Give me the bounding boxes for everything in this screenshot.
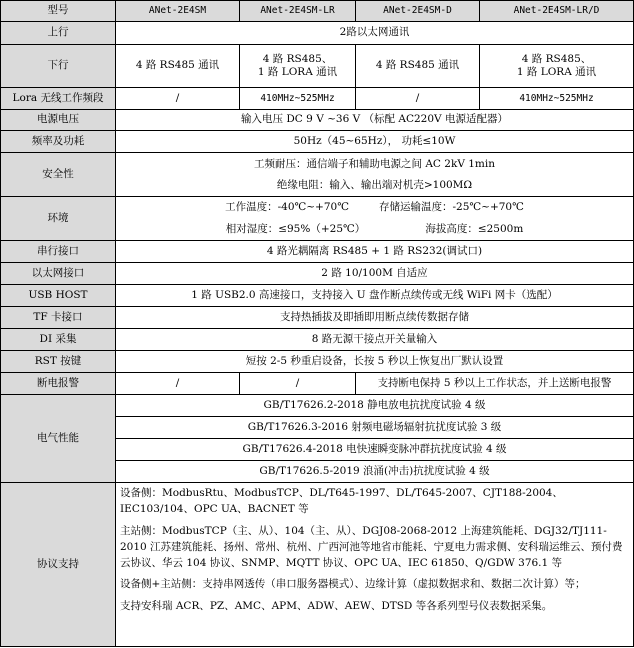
row-downlink bbox=[1, 45, 634, 88]
safety-label: 安全性 bbox=[1, 153, 116, 197]
model-4: ANet-2E4SM-LR/D bbox=[480, 1, 634, 22]
header-label: 型号 bbox=[1, 1, 116, 22]
downlink-model-1: 4 路 RS485 通讯 bbox=[116, 45, 240, 88]
row-power-voltage bbox=[1, 110, 634, 131]
electrical-line-1: GB/T17626.2-2018 静电放电抗扰度试验 4 级 bbox=[116, 395, 634, 417]
protocol-master-side: 主站侧：ModbusTCP（主、从）、104（主、从）、DGJ08-2068-2012 上海建筑能耗、DGJ32/TJ111-2010 江苏建筑能耗、扬州、常州、杭州、广西河池等地省市能耗、宁夏电力需求侧、安科瑞运维云、预付费云协议、华云 104 协议、SNMP、MQTT 协议、OPC UA、IEC 61850、Q/GDW 376.1 等 bbox=[120, 524, 623, 570]
freq-power-label: 频率及功耗 bbox=[1, 131, 116, 153]
electrical-line-2: GB/T17626.3-2016 射频电磁场辐射抗扰度试验 3 级 bbox=[116, 417, 634, 439]
downlink-model-2 bbox=[240, 45, 356, 88]
protocol-meters: 支持安科瑞 ACR、PZ、AMC、APM、ADW、AEW、DTSD 等各系列型号仪表数据采集。 bbox=[120, 599, 553, 612]
usb-label: USB HOST bbox=[1, 285, 116, 307]
row-freq-power bbox=[1, 131, 634, 153]
ethernet-label: 以太网接口 bbox=[1, 263, 116, 285]
uplink-value: 2路以太网通讯 bbox=[116, 22, 634, 45]
row-di bbox=[1, 329, 634, 351]
lora-label: Lora 无线工作频段 bbox=[1, 88, 116, 110]
row-rst bbox=[1, 351, 634, 373]
environment-line-1: 工作温度：-40℃~+70℃ 存储运输温度：-25℃~+70℃ bbox=[116, 197, 634, 219]
protocol-label: 协议支持 bbox=[1, 483, 116, 647]
electrical-label: 电气性能 bbox=[1, 395, 116, 483]
model-1: ANet-2E4SM bbox=[116, 1, 240, 22]
power-voltage-label: 电源电压 bbox=[1, 110, 116, 131]
row-ethernet bbox=[1, 263, 634, 285]
downlink-model-4 bbox=[480, 45, 634, 88]
row-safety-1 bbox=[1, 153, 634, 176]
electrical-line-3: GB/T17626.4-2018 电快速瞬变脉冲群抗扰度试验 4 级 bbox=[116, 439, 634, 461]
freq-power-value: 50Hz（45~65Hz）， 功耗≤10W bbox=[116, 131, 634, 153]
rst-value: 短按 2-5 秒重启设备，长按 5 秒以上恢复出厂默认设置 bbox=[116, 351, 634, 373]
downlink-model-2-line-2: 1 路 LORA 通讯 bbox=[257, 66, 338, 78]
tf-label: TF 卡接口 bbox=[1, 307, 116, 329]
power-fail-model-3-4: 支持断电保持 5 秒以上工作状态，并上送断电报警 bbox=[356, 373, 634, 395]
protocol-device-side: 设备侧：ModbusRtu、ModbusTCP、DL/T645-1997、DL/T645-2007、CJT188-2004、IEC103/104、OPC UA、BACNET 等 bbox=[120, 487, 563, 516]
downlink-label: 下行 bbox=[1, 45, 116, 88]
power-voltage-value: 输入电压 DC 9 V ~36 V （标配 AC220V 电源适配器） bbox=[116, 110, 634, 131]
row-protocol bbox=[1, 483, 634, 647]
electrical-line-4: GB/T17626.5-2019 浪涌(冲击)抗扰度试验 4 级 bbox=[116, 461, 634, 483]
lora-model-1: / bbox=[116, 88, 240, 110]
row-serial bbox=[1, 241, 634, 263]
di-value: 8 路无源干接点开关量输入 bbox=[116, 329, 634, 351]
header-row bbox=[1, 1, 634, 22]
protocol-value bbox=[116, 483, 634, 647]
row-lora bbox=[1, 88, 634, 110]
rst-label: RST 按键 bbox=[1, 351, 116, 373]
ethernet-value: 2 路 10/100M 自适应 bbox=[116, 263, 634, 285]
safety-line-1: 工频耐压：通信端子和辅助电源之间 AC 2kV 1min bbox=[116, 153, 634, 176]
usb-value: 1 路 USB2.0 高速接口，支持接入 U 盘作断点续传或无线 WiFi 网卡（选配） bbox=[116, 285, 634, 307]
lora-model-3: / bbox=[356, 88, 480, 110]
row-uplink bbox=[1, 22, 634, 45]
row-environment-1 bbox=[1, 197, 634, 219]
downlink-model-4-line-1: 4 路 RS485、 bbox=[521, 52, 592, 65]
model-3: ANet-2E4SM-D bbox=[356, 1, 480, 22]
protocol-both-sides: 设备侧+主站侧：支持串网透传（串口服务器模式）、边缘计算（虚拟数据求和、数据二次计算）等； bbox=[120, 578, 586, 591]
power-fail-model-1: / bbox=[116, 373, 240, 395]
environment-label: 环境 bbox=[1, 197, 116, 241]
power-fail-label: 断电报警 bbox=[1, 373, 116, 395]
downlink-model-4-line-2: 1 路 LORA 通讯 bbox=[516, 66, 597, 78]
serial-value: 4 路光耦隔离 RS485 + 1 路 RS232(调试口) bbox=[116, 241, 634, 263]
safety-line-2: 绝缘电阻：输入、输出端对机壳>100MΩ bbox=[116, 176, 634, 197]
downlink-model-3: 4 路 RS485 通讯 bbox=[356, 45, 480, 88]
row-electrical-1 bbox=[1, 395, 634, 417]
serial-label: 串行接口 bbox=[1, 241, 116, 263]
environment-line-2: 相对湿度：≤95%（+25℃） 海拔高度：≤2500m bbox=[116, 219, 634, 241]
power-fail-model-2: / bbox=[240, 373, 356, 395]
downlink-model-2-line-1: 4 路 RS485、 bbox=[262, 52, 333, 65]
row-usb bbox=[1, 285, 634, 307]
di-label: DI 采集 bbox=[1, 329, 116, 351]
lora-model-4: 410MHz~525MHz bbox=[480, 88, 634, 110]
uplink-label: 上行 bbox=[1, 22, 116, 45]
lora-model-2: 410MHz~525MHz bbox=[240, 88, 356, 110]
tf-value: 支持热插拔及即插即用断点续传数据存储 bbox=[116, 307, 634, 329]
row-tf bbox=[1, 307, 634, 329]
model-2: ANet-2E4SM-LR bbox=[240, 1, 356, 22]
row-power-fail bbox=[1, 373, 634, 395]
